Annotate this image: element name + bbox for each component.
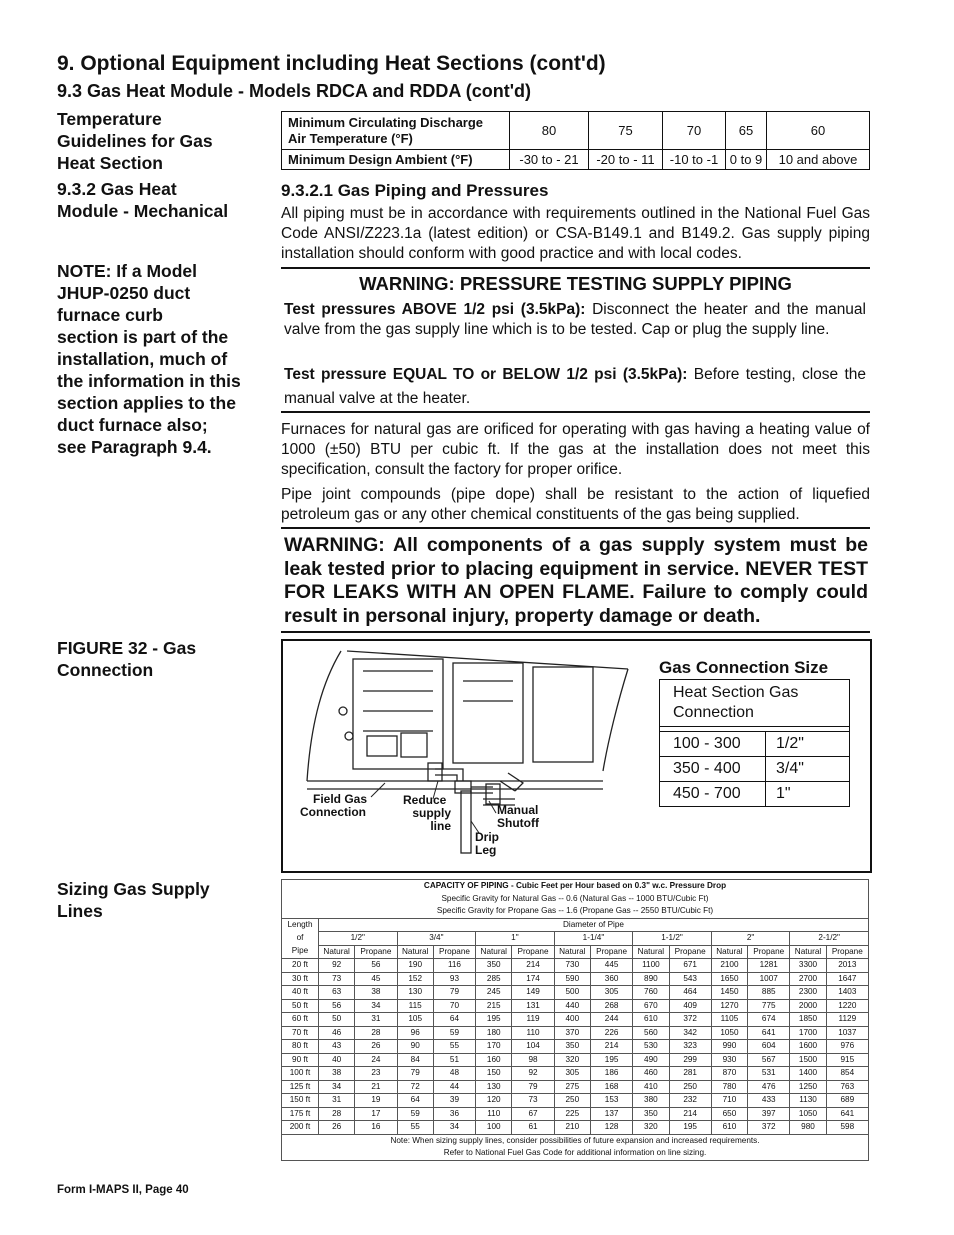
capacity-cell: 380 xyxy=(633,1094,669,1108)
table-cell: 0 to 9 xyxy=(726,150,767,170)
capacity-cell: 110 xyxy=(512,1026,554,1040)
capacity-cell: 1130 xyxy=(790,1094,826,1108)
capacity-cell: 350 xyxy=(633,1107,669,1121)
capacity-cell: 610 xyxy=(633,1013,669,1027)
pipe-length-cell: 50 ft xyxy=(282,999,319,1013)
capacity-cell: 976 xyxy=(826,1040,868,1054)
capacity-cell: 1403 xyxy=(826,986,868,1000)
capacity-subtitle: Specific Gravity for Propane Gas -- 1.6 (Propane Gas -- 2550 BTU/Cubic Ft) xyxy=(282,905,869,918)
capacity-cell: 500 xyxy=(554,986,590,1000)
capacity-cell: 190 xyxy=(397,959,433,973)
gcs-header: Heat Section Gas Connection xyxy=(660,680,850,727)
temp-guidelines-title: Temperature Guidelines for Gas Heat Section xyxy=(57,109,213,173)
capacity-cell: 104 xyxy=(512,1040,554,1054)
capacity-cell: 100 xyxy=(476,1121,512,1135)
table-row xyxy=(282,1107,869,1121)
capacity-cell: 48 xyxy=(433,1067,475,1081)
pipe-length-cell: 30 ft xyxy=(282,972,319,986)
capacity-cell: 46 xyxy=(319,1026,355,1040)
capacity-cell: 70 xyxy=(433,999,475,1013)
capacity-cell: 73 xyxy=(512,1094,554,1108)
pipe-length-cell: 60 ft xyxy=(282,1013,319,1027)
capacity-cell: 641 xyxy=(826,1107,868,1121)
pipe-size-header: 1/2" xyxy=(319,932,398,946)
capacity-cell: 360 xyxy=(590,972,632,986)
capacity-cell: 119 xyxy=(512,1013,554,1027)
pipe-length-cell: 70 ft xyxy=(282,1026,319,1040)
capacity-cell: 38 xyxy=(319,1067,355,1081)
capacity-cell: 149 xyxy=(512,986,554,1000)
capacity-cell: 281 xyxy=(669,1067,711,1081)
capacity-cell: 372 xyxy=(748,1121,790,1135)
pipe-size-header: 2" xyxy=(711,932,790,946)
diameter-label: Diameter of Pipe xyxy=(319,918,869,932)
capacity-cell: 174 xyxy=(512,972,554,986)
sizing-title: Sizing Gas Supply Lines xyxy=(57,879,210,921)
gas-type-header: Natural xyxy=(711,945,747,959)
capacity-cell: 370 xyxy=(554,1026,590,1040)
capacity-cell: 268 xyxy=(590,999,632,1013)
capacity-cell: 38 xyxy=(355,986,397,1000)
capacity-cell: 34 xyxy=(319,1080,355,1094)
pressure-warning-title: WARNING: PRESSURE TESTING SUPPLY PIPING xyxy=(359,273,792,294)
capacity-cell: 43 xyxy=(319,1040,355,1054)
capacity-cell: 1050 xyxy=(711,1026,747,1040)
capacity-cell: 854 xyxy=(826,1067,868,1081)
divider xyxy=(281,527,870,529)
capacity-cell: 59 xyxy=(397,1107,433,1121)
capacity-cell: 1281 xyxy=(748,959,790,973)
gcs-size: 1" xyxy=(766,782,850,807)
table-cell: -10 to -1 xyxy=(663,150,726,170)
capacity-cell: 195 xyxy=(669,1121,711,1135)
table-cell: -30 to - 21 xyxy=(510,150,589,170)
capacity-cell: 56 xyxy=(355,959,397,973)
capacity-cell: 39 xyxy=(433,1094,475,1108)
table-row xyxy=(282,1013,869,1027)
capacity-cell: 689 xyxy=(826,1094,868,1108)
capacity-cell: 34 xyxy=(433,1121,475,1135)
capacity-cell: 28 xyxy=(319,1107,355,1121)
capacity-cell: 1220 xyxy=(826,999,868,1013)
capacity-cell: 610 xyxy=(711,1121,747,1135)
capacity-cell: 28 xyxy=(355,1026,397,1040)
capacity-cell: 2000 xyxy=(790,999,826,1013)
capacity-cell: 710 xyxy=(711,1094,747,1108)
capacity-cell: 128 xyxy=(590,1121,632,1135)
manual-shutoff-label: Manual Shutoff xyxy=(497,803,539,830)
capacity-cell: 350 xyxy=(554,1040,590,1054)
capacity-cell: 195 xyxy=(476,1013,512,1027)
capacity-cell: 890 xyxy=(633,972,669,986)
capacity-cell: 476 xyxy=(748,1080,790,1094)
gcs-size: 3/4" xyxy=(766,757,850,782)
capacity-cell: 61 xyxy=(512,1121,554,1135)
capacity-cell: 671 xyxy=(669,959,711,973)
capacity-cell: 120 xyxy=(476,1094,512,1108)
reduce-supply-label: Reduce supply line xyxy=(403,793,451,833)
capacity-cell: 445 xyxy=(590,959,632,973)
capacity-cell: 55 xyxy=(397,1121,433,1135)
capacity-cell: 92 xyxy=(319,959,355,973)
capacity-cell: 915 xyxy=(826,1053,868,1067)
capacity-cell: 560 xyxy=(633,1026,669,1040)
capacity-cell: 110 xyxy=(476,1107,512,1121)
table-row xyxy=(282,1080,869,1094)
capacity-cell: 73 xyxy=(319,972,355,986)
capacity-cell: 760 xyxy=(633,986,669,1000)
capacity-cell: 763 xyxy=(826,1080,868,1094)
capacity-cell: 780 xyxy=(711,1080,747,1094)
capacity-cell: 1105 xyxy=(711,1013,747,1027)
capacity-cell: 730 xyxy=(554,959,590,973)
capacity-cell: 186 xyxy=(590,1067,632,1081)
capacity-cell: 21 xyxy=(355,1080,397,1094)
capacity-cell: 64 xyxy=(397,1094,433,1108)
capacity-cell: 320 xyxy=(633,1121,669,1135)
length-label: Length xyxy=(282,918,319,932)
pipe-length-cell: 125 ft xyxy=(282,1080,319,1094)
capacity-cell: 1450 xyxy=(711,986,747,1000)
capacity-cell: 409 xyxy=(669,999,711,1013)
capacity-cell: 150 xyxy=(476,1067,512,1081)
temperature-table xyxy=(281,111,870,170)
capacity-cell: 464 xyxy=(669,986,711,1000)
capacity-cell: 604 xyxy=(748,1040,790,1054)
capacity-cell: 2013 xyxy=(826,959,868,973)
capacity-cell: 1050 xyxy=(790,1107,826,1121)
pipe-size-header: 3/4" xyxy=(397,932,476,946)
capacity-cell: 1647 xyxy=(826,972,868,986)
gcs-range: 100 - 300 xyxy=(660,732,766,757)
table-row xyxy=(282,1053,869,1067)
divider xyxy=(281,631,870,633)
design-ambient-label: Minimum Design Ambient (°F) xyxy=(282,150,510,170)
capacity-cell: 214 xyxy=(669,1107,711,1121)
capacity-cell: 1129 xyxy=(826,1013,868,1027)
capacity-cell: 590 xyxy=(554,972,590,986)
capacity-cell: 350 xyxy=(476,959,512,973)
furnace-paragraph: Furnaces for natural gas are orificed for operating with gas having a heating value of 1000 (±50) BTU per cubic ft. If the gas at the installation does not meet this specification, consult the factory for proper orifice. xyxy=(281,421,870,478)
capacity-cell: 225 xyxy=(554,1107,590,1121)
capacity-cell: 210 xyxy=(554,1121,590,1135)
pipe-length-cell: 40 ft xyxy=(282,986,319,1000)
field-gas-connection-label: Connection xyxy=(300,805,366,819)
capacity-cell: 305 xyxy=(554,1067,590,1081)
capacity-cell: 96 xyxy=(397,1026,433,1040)
capacity-cell: 397 xyxy=(748,1107,790,1121)
capacity-cell: 650 xyxy=(711,1107,747,1121)
length-label: of xyxy=(282,932,319,946)
capacity-cell: 2700 xyxy=(790,972,826,986)
capacity-cell: 79 xyxy=(512,1080,554,1094)
capacity-cell: 342 xyxy=(669,1026,711,1040)
gas-type-header: Natural xyxy=(633,945,669,959)
capacity-cell: 72 xyxy=(397,1080,433,1094)
capacity-cell: 98 xyxy=(512,1053,554,1067)
drip-leg-label: Drip Leg xyxy=(475,830,499,857)
capacity-cell: 323 xyxy=(669,1040,711,1054)
capacity-cell: 90 xyxy=(397,1040,433,1054)
capacity-note: Note: When sizing supply lines, consider possibilities of future expansion and increased requirements. xyxy=(282,1134,869,1147)
gas-connection-size-table xyxy=(659,679,850,807)
capacity-cell: 152 xyxy=(397,972,433,986)
gas-type-header: Natural xyxy=(790,945,826,959)
capacity-cell: 250 xyxy=(669,1080,711,1094)
capacity-cell: 543 xyxy=(669,972,711,986)
capacity-cell: 26 xyxy=(355,1040,397,1054)
pipe-length-cell: 150 ft xyxy=(282,1094,319,1108)
capacity-cell: 930 xyxy=(711,1053,747,1067)
pipe-dope-paragraph: Pipe joint compounds (pipe dope) shall be resistant to the action of liquefied petroleum gas or any other chemical constituents of the gas being supplied. xyxy=(281,486,870,523)
capacity-cell: 137 xyxy=(590,1107,632,1121)
capacity-cell: 79 xyxy=(433,986,475,1000)
gcs-size: 1/2" xyxy=(766,732,850,757)
gas-type-header: Propane xyxy=(355,945,397,959)
capacity-cell: 214 xyxy=(590,1040,632,1054)
capacity-cell: 170 xyxy=(476,1040,512,1054)
capacity-cell: 51 xyxy=(433,1053,475,1067)
table-cell: 80 xyxy=(510,112,589,150)
gas-type-header: Natural xyxy=(397,945,433,959)
table-row xyxy=(282,1121,869,1135)
capacity-cell: 31 xyxy=(355,1013,397,1027)
capacity-cell: 440 xyxy=(554,999,590,1013)
capacity-cell: 63 xyxy=(319,986,355,1000)
capacity-cell: 17 xyxy=(355,1107,397,1121)
table-cell: 75 xyxy=(589,112,663,150)
pipe-length-cell: 80 ft xyxy=(282,1040,319,1054)
capacity-cell: 115 xyxy=(397,999,433,1013)
gas-connection-illustration xyxy=(283,641,653,869)
capacity-subtitle: Specific Gravity for Natural Gas -- 0.6 (Natural Gas -- 1000 BTU/Cubic Ft) xyxy=(282,893,869,906)
table-cell: 65 xyxy=(726,112,767,150)
leak-test-warning: WARNING: All components of a gas supply system must be leak tested prior to placing equipment in service. NEVER TEST FOR LEAKS WITH AN OPEN FLAME. Failure to comply could result in personal injury, property damage or death. xyxy=(284,534,868,627)
pipe-size-header: 1-1/4" xyxy=(554,932,633,946)
capacity-table-box xyxy=(281,879,869,1161)
capacity-cell: 275 xyxy=(554,1080,590,1094)
duct-furnace-note: NOTE: If a Model JHUP-0250 duct furnace curb section is part of the installation, much of the information in this section applies to the duct furnace also; see Paragraph 9.4. xyxy=(57,261,241,457)
capacity-cell: 45 xyxy=(355,972,397,986)
table-row xyxy=(282,1094,869,1108)
gas-type-header: Propane xyxy=(590,945,632,959)
capacity-cell: 1100 xyxy=(633,959,669,973)
capacity-cell: 64 xyxy=(433,1013,475,1027)
capacity-cell: 674 xyxy=(748,1013,790,1027)
capacity-note: Refer to National Fuel Gas Code for additional information on line sizing. xyxy=(282,1147,869,1160)
capacity-cell: 40 xyxy=(319,1053,355,1067)
field-gas-label: Field Gas xyxy=(313,792,368,806)
capacity-cell: 24 xyxy=(355,1053,397,1067)
gas-type-header: Natural xyxy=(554,945,590,959)
capacity-cell: 1850 xyxy=(790,1013,826,1027)
capacity-cell: 153 xyxy=(590,1094,632,1108)
capacity-cell: 34 xyxy=(355,999,397,1013)
capacity-cell: 1500 xyxy=(790,1053,826,1067)
capacity-cell: 168 xyxy=(590,1080,632,1094)
gas-type-header: Propane xyxy=(748,945,790,959)
table-cell: 70 xyxy=(663,112,726,150)
pipe-size-header: 2-1/2" xyxy=(790,932,869,946)
capacity-cell: 84 xyxy=(397,1053,433,1067)
capacity-cell: 50 xyxy=(319,1013,355,1027)
capacity-cell: 244 xyxy=(590,1013,632,1027)
gas-type-header: Propane xyxy=(433,945,475,959)
table-row xyxy=(282,986,869,1000)
section-subheading: 9.3 Gas Heat Module - Models RDCA and RDDA (cont'd) xyxy=(57,81,531,101)
capacity-cell: 1270 xyxy=(711,999,747,1013)
table-row xyxy=(282,959,869,973)
pipe-size-header: 1-1/2" xyxy=(633,932,712,946)
capacity-cell: 226 xyxy=(590,1026,632,1040)
capacity-cell: 215 xyxy=(476,999,512,1013)
gcs-range: 350 - 400 xyxy=(660,757,766,782)
piping-title: 9.3.2.1 Gas Piping and Pressures xyxy=(281,181,549,200)
capacity-cell: 1250 xyxy=(790,1080,826,1094)
piping-paragraph: All piping must be in accordance with requirements outlined in the National Fuel Gas Code ANSI/Z223.1a (latest edition) or CSA-B149.1 and B149.2. Gas supply piping installation should conform with good practice and with local codes. xyxy=(281,205,870,262)
capacity-cell: 1007 xyxy=(748,972,790,986)
capacity-cell: 245 xyxy=(476,986,512,1000)
capacity-cell: 79 xyxy=(397,1067,433,1081)
discharge-temp-label: Minimum Circulating Discharge Air Temperature (°F) xyxy=(282,112,510,150)
capacity-cell: 26 xyxy=(319,1121,355,1135)
capacity-table xyxy=(281,879,869,1161)
capacity-cell: 214 xyxy=(512,959,554,973)
capacity-cell: 885 xyxy=(748,986,790,1000)
pipe-length-cell: 90 ft xyxy=(282,1053,319,1067)
capacity-cell: 130 xyxy=(476,1080,512,1094)
capacity-cell: 299 xyxy=(669,1053,711,1067)
gas-type-header: Propane xyxy=(669,945,711,959)
capacity-cell: 305 xyxy=(590,986,632,1000)
table-row xyxy=(282,1026,869,1040)
capacity-cell: 93 xyxy=(433,972,475,986)
divider xyxy=(281,411,870,413)
capacity-cell: 1037 xyxy=(826,1026,868,1040)
pipe-length-cell: 175 ft xyxy=(282,1107,319,1121)
gas-type-header: Natural xyxy=(476,945,512,959)
capacity-cell: 31 xyxy=(319,1094,355,1108)
gas-type-header: Propane xyxy=(826,945,868,959)
capacity-cell: 44 xyxy=(433,1080,475,1094)
capacity-cell: 160 xyxy=(476,1053,512,1067)
gcs-range: 450 - 700 xyxy=(660,782,766,807)
table-cell: 60 xyxy=(767,112,870,150)
capacity-cell: 320 xyxy=(554,1053,590,1067)
capacity-cell: 1400 xyxy=(790,1067,826,1081)
page-footer: Form I-MAPS II, Page 40 xyxy=(57,1184,189,1196)
length-label: Pipe xyxy=(282,945,319,959)
capacity-cell: 980 xyxy=(790,1121,826,1135)
capacity-cell: 372 xyxy=(669,1013,711,1027)
capacity-cell: 232 xyxy=(669,1094,711,1108)
capacity-cell: 250 xyxy=(554,1094,590,1108)
capacity-cell: 285 xyxy=(476,972,512,986)
gas-connection-size-title: Gas Connection Size xyxy=(659,658,829,677)
pipe-length-cell: 200 ft xyxy=(282,1121,319,1135)
capacity-cell: 490 xyxy=(633,1053,669,1067)
gas-type-header: Natural xyxy=(319,945,355,959)
capacity-cell: 67 xyxy=(512,1107,554,1121)
pressure-below-text: Test pressure EQUAL TO or BELOW 1/2 psi (3.5kPa): Before testing, close the manual valve at the heater. xyxy=(284,366,866,407)
capacity-cell: 59 xyxy=(433,1026,475,1040)
capacity-title: CAPACITY OF PIPING - Cubic Feet per Hour based on 0.3" w.c. Pressure Drop xyxy=(282,880,869,893)
capacity-cell: 130 xyxy=(397,986,433,1000)
capacity-cell: 1600 xyxy=(790,1040,826,1054)
capacity-cell: 410 xyxy=(633,1080,669,1094)
figure-label: FIGURE 32 - Gas Connection xyxy=(57,638,197,680)
capacity-cell: 1650 xyxy=(711,972,747,986)
capacity-cell: 55 xyxy=(433,1040,475,1054)
capacity-cell: 531 xyxy=(748,1067,790,1081)
capacity-cell: 990 xyxy=(711,1040,747,1054)
capacity-cell: 2100 xyxy=(711,959,747,973)
pipe-length-cell: 100 ft xyxy=(282,1067,319,1081)
capacity-cell: 116 xyxy=(433,959,475,973)
capacity-cell: 670 xyxy=(633,999,669,1013)
capacity-cell: 433 xyxy=(748,1094,790,1108)
page-heading: 9. Optional Equipment including Heat Sections (cont'd) xyxy=(57,52,606,75)
capacity-cell: 2300 xyxy=(790,986,826,1000)
capacity-cell: 56 xyxy=(319,999,355,1013)
table-row xyxy=(282,999,869,1013)
capacity-cell: 19 xyxy=(355,1094,397,1108)
pressure-above-text: Test pressures ABOVE 1/2 psi (3.5kPa): Disconnect the heater and the manual valve from the gas supply line which is to be tested. Cap or plug the supply line. xyxy=(284,301,866,338)
capacity-cell: 460 xyxy=(633,1067,669,1081)
capacity-cell: 180 xyxy=(476,1026,512,1040)
capacity-cell: 105 xyxy=(397,1013,433,1027)
pipe-length-cell: 20 ft xyxy=(282,959,319,973)
capacity-cell: 567 xyxy=(748,1053,790,1067)
table-cell: -20 to - 11 xyxy=(589,150,663,170)
table-row xyxy=(282,1067,869,1081)
capacity-cell: 530 xyxy=(633,1040,669,1054)
capacity-cell: 3300 xyxy=(790,959,826,973)
capacity-cell: 1700 xyxy=(790,1026,826,1040)
pipe-size-header: 1" xyxy=(476,932,555,946)
capacity-cell: 400 xyxy=(554,1013,590,1027)
mechanical-title: 9.3.2 Gas Heat Module - Mechanical xyxy=(57,179,229,221)
capacity-cell: 775 xyxy=(748,999,790,1013)
table-row xyxy=(282,972,869,986)
divider xyxy=(281,267,870,269)
capacity-cell: 36 xyxy=(433,1107,475,1121)
gas-type-header: Propane xyxy=(512,945,554,959)
table-cell: 10 and above xyxy=(767,150,870,170)
capacity-cell: 598 xyxy=(826,1121,868,1135)
capacity-cell: 131 xyxy=(512,999,554,1013)
capacity-cell: 641 xyxy=(748,1026,790,1040)
capacity-cell: 195 xyxy=(590,1053,632,1067)
capacity-cell: 16 xyxy=(355,1121,397,1135)
capacity-cell: 23 xyxy=(355,1067,397,1081)
table-row xyxy=(282,1040,869,1054)
capacity-cell: 870 xyxy=(711,1067,747,1081)
capacity-cell: 92 xyxy=(512,1067,554,1081)
